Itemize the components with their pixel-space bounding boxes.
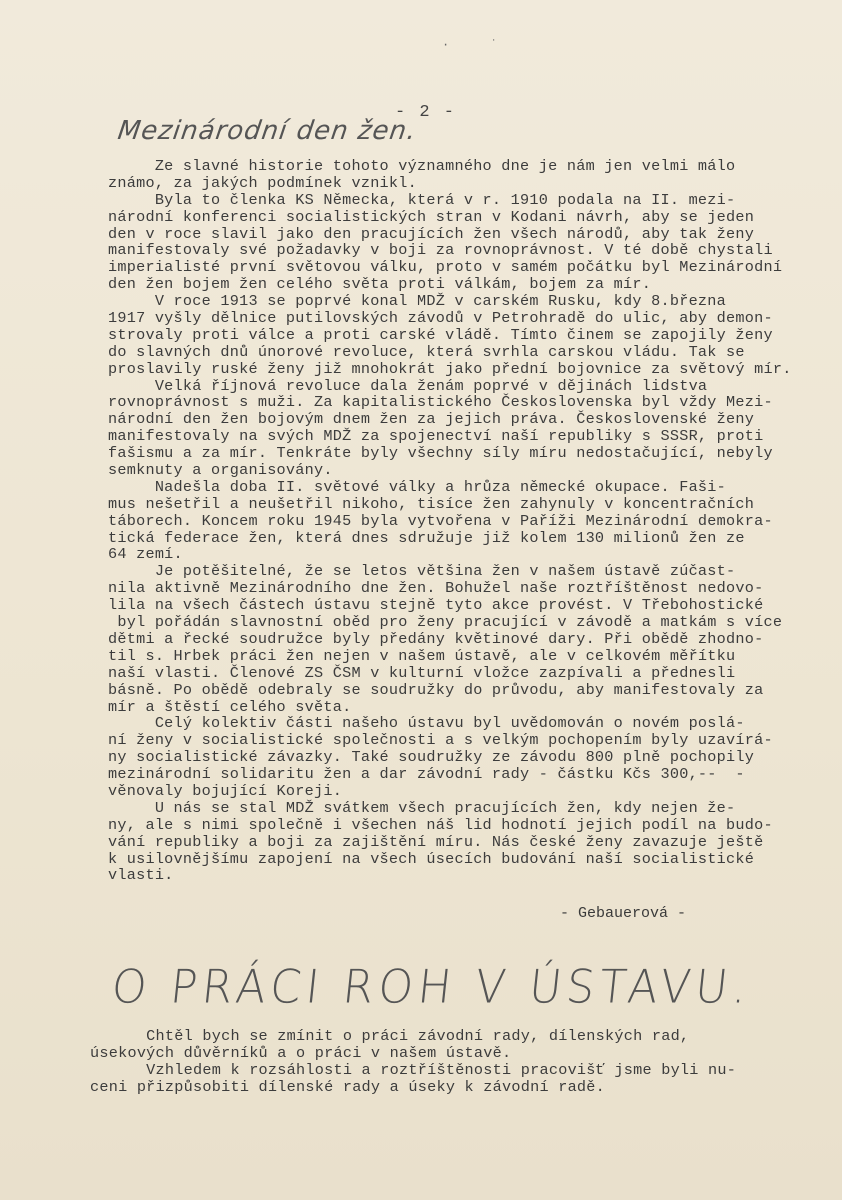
text-line: Velká říjnová revoluce dala ženám poprvé v dějinách lidstva: [108, 376, 708, 395]
text-line: rovnoprávnost s muži. Za kapitalistického Československa byl vždy Mezi-: [108, 393, 773, 412]
text-line: proslavily ruské ženy již mnohokrát jako přední bojovnice za světový mír.: [108, 359, 792, 378]
text-line: manifestovaly na svých MDŽ za spojenectví naší republiky s SSSR, proti: [108, 427, 764, 446]
handwritten-title: Mezinárodní den žen.: [115, 116, 419, 146]
text-line: národní konferenci socialistických stran v Kodani návrh, aby se jeden: [108, 207, 755, 226]
text-line: tická federace žen, která dnes sdružuje již kolem 130 milionů žen ze: [108, 528, 745, 547]
text-line: mus nešetřil a neušetřil nikoho, tisíce žen zahynuly v koncentračních: [108, 494, 755, 513]
text-line: den v roce slavil jako den pracujících žen všech národů, aby tak ženy: [108, 224, 755, 243]
text-line: do slavných dnů únorové revoluce, která svrhla carskou vládu. Tak se: [108, 342, 745, 361]
text-line: k usilovnějšímu zapojení na všech úsecích budování naší socialistické: [108, 849, 755, 868]
text-line: V roce 1913 se poprvé konal MDŽ v carském Rusku, kdy 8.března: [108, 292, 727, 311]
text-line: národní den žen bojovým dnem žen za jejich práva. Československé ženy: [108, 410, 755, 429]
text-line: úsekových důvěrníků a o práci v našem ústavě.: [90, 1043, 512, 1062]
page-number: - 2 -: [395, 103, 457, 122]
text-line: Ze slavné historie tohoto významného dne je nám jen velmi málo: [108, 157, 736, 175]
text-line: lila na všech částech ústavu stejně tyto akce provést. V Třebohostické: [108, 596, 764, 615]
text-line: známo, za jakých podmínek vznikl.: [108, 173, 418, 192]
text-line: den žen bojem žen celého světa proti válkám, bojem za mír.: [108, 275, 652, 294]
text-line: mír a štěstí celého světa.: [108, 697, 352, 716]
text-line: Celý kolektiv části našeho ústavu byl uvědomován o novém poslá-: [108, 714, 745, 733]
speck-mark: ·: [442, 38, 450, 52]
text-line: byl pořádán slavnostní oběd pro ženy pracující v závodě a matkám s více: [108, 613, 783, 632]
text-line: dětmi a řecké soudružce byly předány květinové dary. Při obědě zhodno-: [108, 629, 764, 648]
text-line: ny, ale s nimi společně i všechen náš lid hodnotí jejich podíl na budo-: [108, 815, 773, 834]
text-line: vání republiky a boji za zajištění míru. Nás české ženy zavazuje ještě: [108, 832, 764, 851]
text-line: 64 zemí.: [108, 545, 183, 564]
text-line: vlasti.: [108, 866, 174, 885]
speck-mark: ˙: [490, 38, 498, 52]
text-line: 1917 vyšly dělnice putilovských závodů v Petrohradě do ulic, aby demon-: [108, 309, 773, 328]
section-heading: O PRÁCI ROH V ÚSTAVU.: [109, 960, 755, 1015]
text-line: naší vlasti. Členové ZS ČSM v kulturní vložce zazpívali a přednesli: [108, 663, 736, 682]
text-line: ní ženy v socialistické společnosti a s velkým pochopením byly uzavírá-: [108, 731, 773, 750]
text-line: semknuty a organisovány.: [108, 461, 333, 480]
text-line: věnovaly bojující Koreji.: [108, 781, 343, 800]
author-signature: - Gebauerová -: [560, 905, 687, 922]
text-line: nila aktivně Mezinárodního dne žen. Bohužel naše roztříštěnost nedovo-: [108, 579, 764, 598]
text-line: til s. Hrbek práci žen nejen v našem ústavě, ale v celkovém měřítku: [108, 646, 736, 665]
text-line: Vzhledem k rozsáhlosti a roztříštěnosti pracovišť jsme byli nu-: [90, 1060, 737, 1079]
text-line: Byla to členka KS Německa, která v r. 1910 podala na II. mezi-: [108, 190, 736, 209]
text-line: Je potěšitelné, že se letos většina žen v našem ústavě zúčast-: [108, 562, 736, 581]
text-line: imperialisté první světovou válku, proto v samém počátku byl Mezinárodní: [108, 258, 783, 277]
text-line: Chtěl bych se zmínit o práci závodní rady, dílenských rad,: [90, 1027, 690, 1045]
text-line: Nadešla doba II. světové války a hrůza německé okupace. Faši-: [108, 477, 727, 496]
text-line: fašismu a za mír. Tenkráte byly všechny síly míru nedostačující, nebyly: [108, 444, 773, 463]
article-body: [108, 158, 828, 884]
text-line: ceni přizpůsobiti dílenské rady a úseky k závodní radě.: [90, 1077, 606, 1096]
text-line: U nás se stal MDŽ svátkem všech pracujících žen, kdy nejen že-: [108, 798, 736, 817]
text-line: ny socialistické závazky. Také soudružky ze závodu 800 plně pochopily: [108, 748, 755, 767]
text-line: strovaly proti válce a proti carské vládě. Tímto činem se zapojily ženy: [108, 325, 773, 344]
text-line: básně. Po obědě odebraly se soudružky do průvodu, aby manifestovaly za: [108, 680, 764, 699]
text-line: manifestovaly své požadavky v boji za rovnoprávnost. V té době chystali: [108, 241, 773, 260]
text-line: mezinárodní solidaritu žen a dar závodní rady - částku Kčs 300,-- -: [108, 765, 745, 784]
text-line: táborech. Koncem roku 1945 byla vytvořena v Paříži Mezinárodní demokra-: [108, 511, 773, 530]
section-body: [90, 1028, 810, 1096]
